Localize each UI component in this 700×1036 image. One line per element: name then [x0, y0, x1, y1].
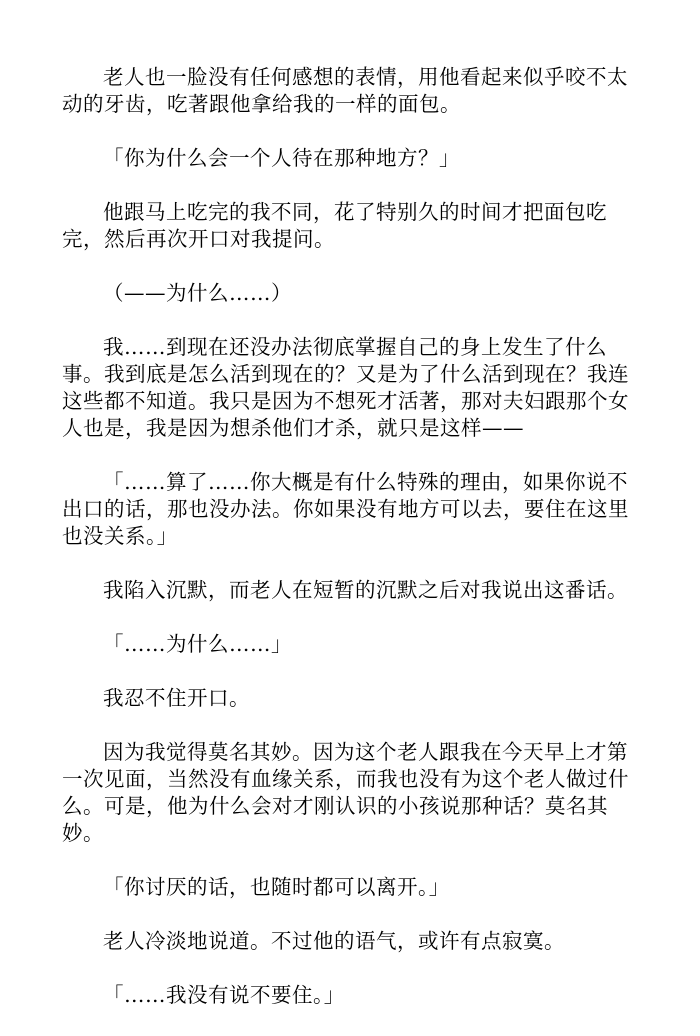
- dialogue-line: 「你讨厌的话，也随时都可以离开。」: [103, 875, 450, 899]
- dialogue-line: 「……算了……你大概是有什么特殊的理由，如果你说不出口的话，那也没办法。你如果没有地方可以去，要住在这里也没关系。」: [62, 470, 629, 548]
- dialogue-line: 「……为什么……」: [103, 632, 292, 656]
- paragraph: 他跟马上吃完的我不同，花了特别久的时间才把面包吃完，然后再次开口对我提问。: [62, 200, 607, 251]
- dialogue-line: 「你为什么会一个人待在那种地方？」: [103, 146, 460, 170]
- paragraph: 我……到现在还没办法彻底掌握自己的身上发生了什么事。我到底是怎么活到现在的？又是为了什么活到现在？我连这些都不知道。我只是因为不想死才活著，那对夫妇跟那个女人也是，我是因为想杀他们才杀，就只是这样——: [62, 335, 629, 440]
- inner-thought: （——为什么……）: [103, 281, 292, 305]
- dialogue-line: 「……我没有说不要住。」: [103, 983, 345, 1007]
- paragraph: 我陷入沉默，而老人在短暂的沉默之后对我说出这番话。: [103, 578, 628, 602]
- novel-page: [62, 64, 642, 1036]
- paragraph: 老人也一脸没有任何感想的表情，用他看起来似乎咬不太动的牙齿，吃著跟他拿给我的一样的面包。: [62, 65, 628, 116]
- paragraph: 我忍不住开口。: [103, 686, 250, 710]
- paragraph: 老人冷淡地说道。不过他的语气，或许有点寂寞。: [103, 929, 565, 953]
- paragraph: 因为我觉得莫名其妙。因为这个老人跟我在今天早上才第一次见面，当然没有血缘关系，而我也没有为这个老人做过什么。可是，他为什么会对才刚认识的小孩说那种话？莫名其妙。: [62, 740, 629, 845]
